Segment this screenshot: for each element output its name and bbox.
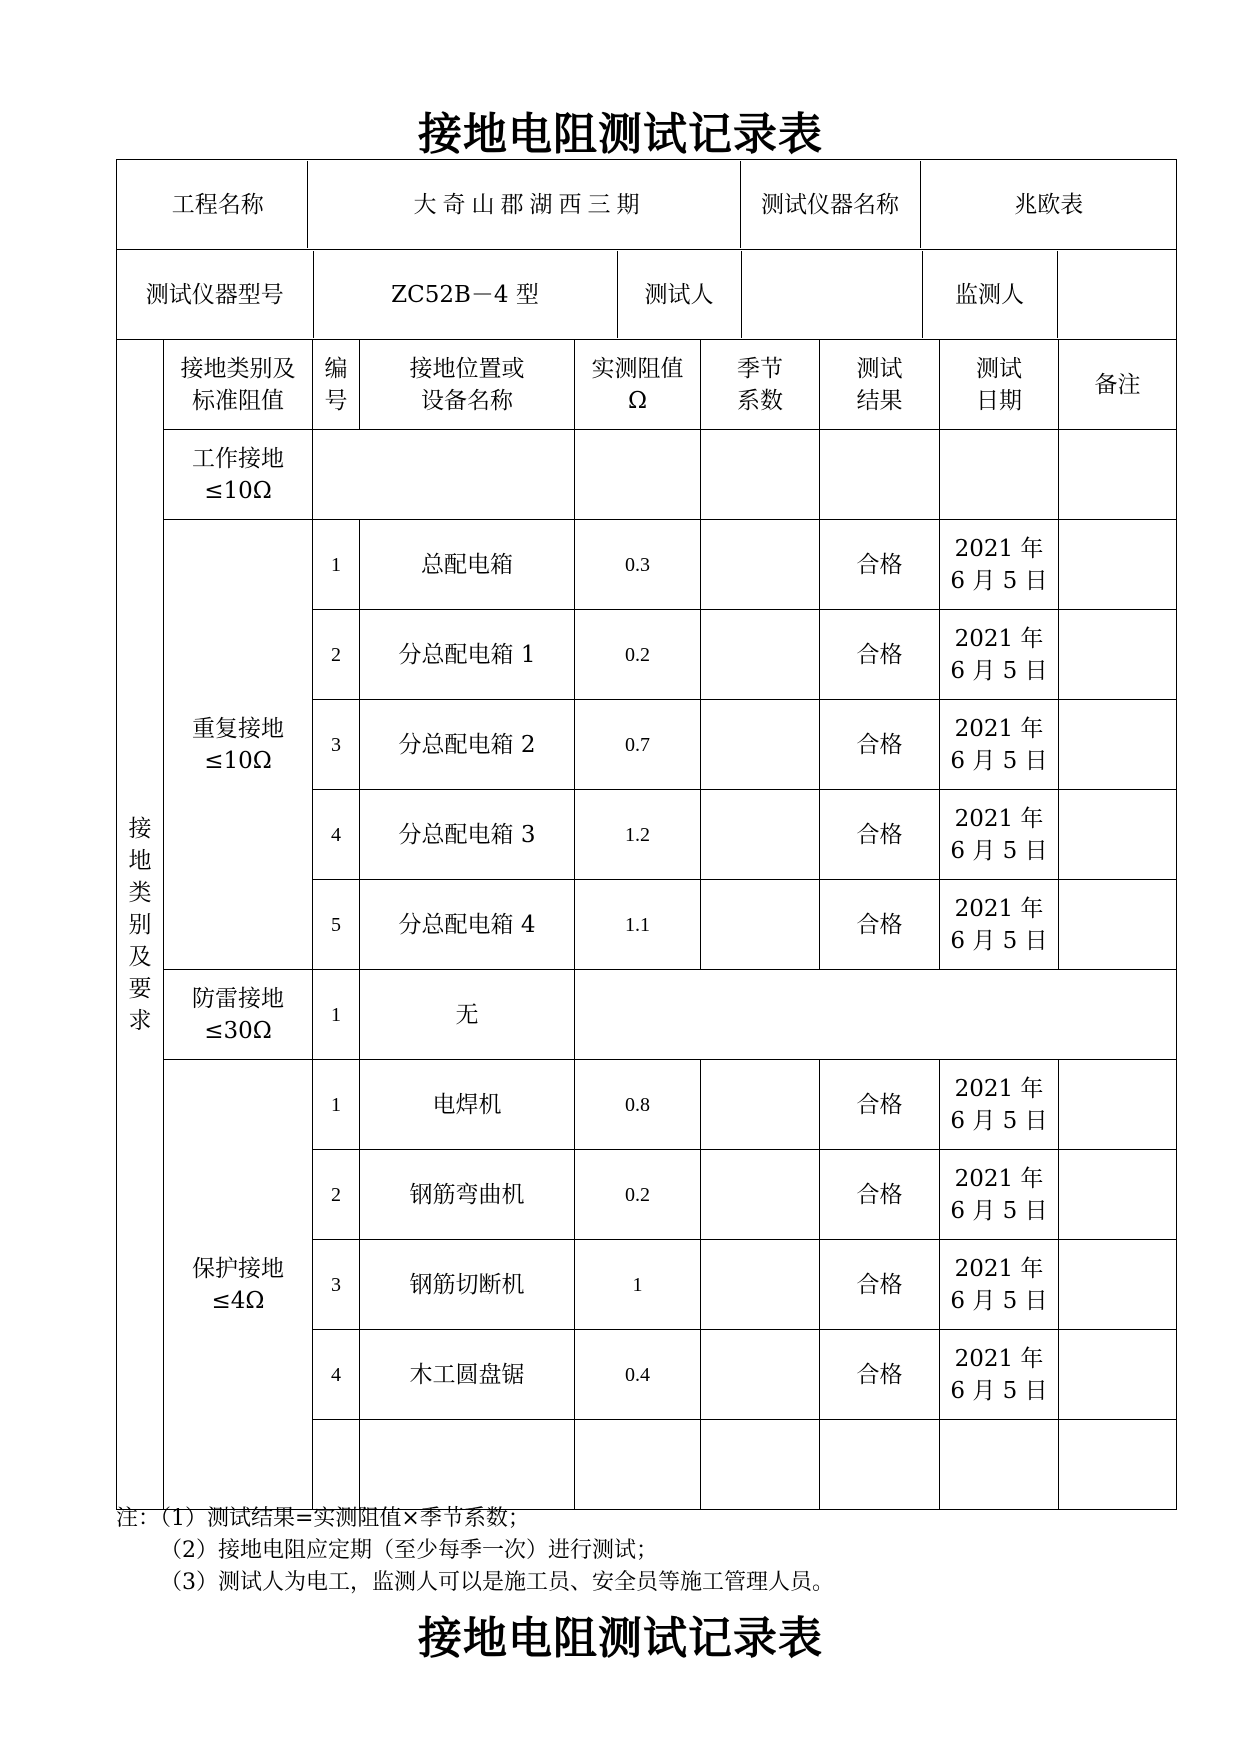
table-row: 5 分总配电箱 4 1.1 合格 2021 年 6 月 5 日 [117, 880, 1177, 970]
project-value: 大奇山郡湖西三期 [307, 161, 740, 248]
header-date: 测试 日期 [940, 340, 1059, 430]
monitor-value[interactable] [1057, 251, 1177, 338]
side-label: 接地类别及要求 [128, 815, 152, 1034]
tester-value[interactable] [741, 251, 922, 338]
table-row: 保护接地 ≤4Ω 1 电焊机 0.8 合格 2021 年 6 月 5 日 [117, 1060, 1177, 1150]
page-title-repeat: 接地电阻测试记录表 [418, 1613, 823, 1664]
info-row-instrument [117, 250, 1177, 340]
table-row: 4 木工圆盘锯 0.4 合格 2021 年 6 月 5 日 [117, 1330, 1177, 1420]
table-row: 防雷接地 ≤30Ω 1 无 [117, 970, 1177, 1060]
table-row [117, 430, 1177, 520]
header-season: 季节 系数 [701, 340, 820, 430]
group-lightning: 防雷接地 ≤30Ω [164, 970, 313, 1060]
notes [116, 1503, 834, 1599]
table-row: 3 钢筋切断机 1 合格 2021 年 6 月 5 日 [117, 1240, 1177, 1330]
group-repeat: 重复接地 ≤10Ω [164, 520, 313, 970]
group-working: 工作接地 ≤10Ω [164, 430, 313, 520]
instrument-model-value: ZC52B－4 型 [313, 251, 617, 338]
project-label: 工程名称 [171, 191, 264, 218]
group-protect: 保护接地 ≤4Ω [164, 1060, 313, 1510]
header-remarks: 备注 [1059, 340, 1177, 430]
header-number: 编 号 [313, 340, 360, 430]
header-row [117, 340, 1177, 430]
header-category: 接地类别及 标准阻值 [164, 340, 313, 430]
info-row-project [117, 160, 1177, 250]
header-resistance: 实测阻值 Ω [575, 340, 701, 430]
table-row: 4 分总配电箱 3 1.2 合格 2021 年 6 月 5 日 [117, 790, 1177, 880]
monitor-label: 监测人 [922, 251, 1057, 338]
note-2: （2）接地电阻应定期（至少每季一次）进行测试； [160, 1538, 658, 1563]
tester-label: 测试人 [617, 251, 741, 338]
header-location: 接地位置或 设备名称 [360, 340, 575, 430]
record-table [116, 159, 1177, 1510]
note-1: 注：（1）测试结果=实测阻值×季节系数； [116, 1506, 530, 1531]
header-result: 测试 结果 [820, 340, 940, 430]
note-3: （3）测试人为电工，监测人可以是施工员、安全员等施工管理人员。 [160, 1570, 834, 1595]
page-title: 接地电阻测试记录表 [418, 109, 823, 160]
table-row: 重复接地 ≤10Ω 1 总配电箱 0.3 合格 2021 年 6 月 5 日 [117, 520, 1177, 610]
table-row: 3 分总配电箱 2 0.7 合格 2021 年 6 月 5 日 [117, 700, 1177, 790]
side-label-cell [117, 340, 164, 1510]
instrument-name-label: 测试仪器名称 [740, 161, 920, 248]
table-row: 2 钢筋弯曲机 0.2 合格 2021 年 6 月 5 日 [117, 1150, 1177, 1240]
instrument-name-value: 兆欧表 [920, 161, 1177, 248]
instrument-model-label: 测试仪器型号 [145, 281, 284, 308]
table-row: 2 分总配电箱 1 0.2 合格 2021 年 6 月 5 日 [117, 610, 1177, 700]
